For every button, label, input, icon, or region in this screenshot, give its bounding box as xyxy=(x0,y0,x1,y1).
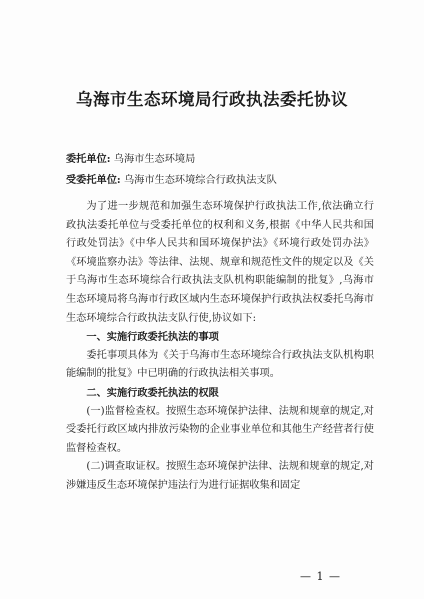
document-body xyxy=(66,198,374,496)
section-2-item-2: (二)调查取证权。按照生态环境保护法律、法规和规章的规定,对涉嫌违反生态环境保护违法行为进行证据收集和固定 xyxy=(66,461,374,491)
section-1-paragraph: 委托事项具体为《关于乌海市生态环境综合行政执法支队机构职能编制的批复》中已明确的行政执法相关事项。 xyxy=(66,349,374,380)
page-number: — 1 — xyxy=(300,570,341,583)
entrusted-party-label: 受委托单位: xyxy=(66,174,121,186)
section-heading-2: 二、实施行政委托执法的权限 xyxy=(86,386,219,399)
entrusting-party-label: 委托单位: xyxy=(66,153,111,165)
entrusting-party-line xyxy=(66,150,195,165)
entrusted-party-line xyxy=(66,171,277,186)
intro-paragraph: 为了进一步规范和加强生态环境保护行政执法工作,依法确立行政执法委托单位与受委托单位的权利和义务,根据《中华人民共和国行政处罚法》《中华人民共和国环境保护法》《环境行政处罚办法》《环境监察办法》等法律、法规、规章和规范性文件的规定以及《关于乌海市生态环境综合行政执法支队机构职能编制的批复》,乌海市生态环境局将乌海市行政区域内生态环境保护行政执法权委托乌海市生态环境综合行政执法支队行使,协议如下: xyxy=(66,201,374,324)
section-2-item-1: (一)监督检查权。按照生态环境保护法律、法规和规章的规定,对受委托行政区域内排放污染物的企业事业单位和其他生产经营者行使监督检查权。 xyxy=(66,405,374,454)
entrusting-party-value: 乌海市生态环境局 xyxy=(113,154,196,165)
document-title: 乌海市生态环境局行政执法委托协议 xyxy=(76,90,348,109)
entrusted-party-value: 乌海市生态环境综合行政执法支队 xyxy=(123,175,277,186)
section-heading-1: 一、实施行政委托执法的事项 xyxy=(86,331,219,344)
